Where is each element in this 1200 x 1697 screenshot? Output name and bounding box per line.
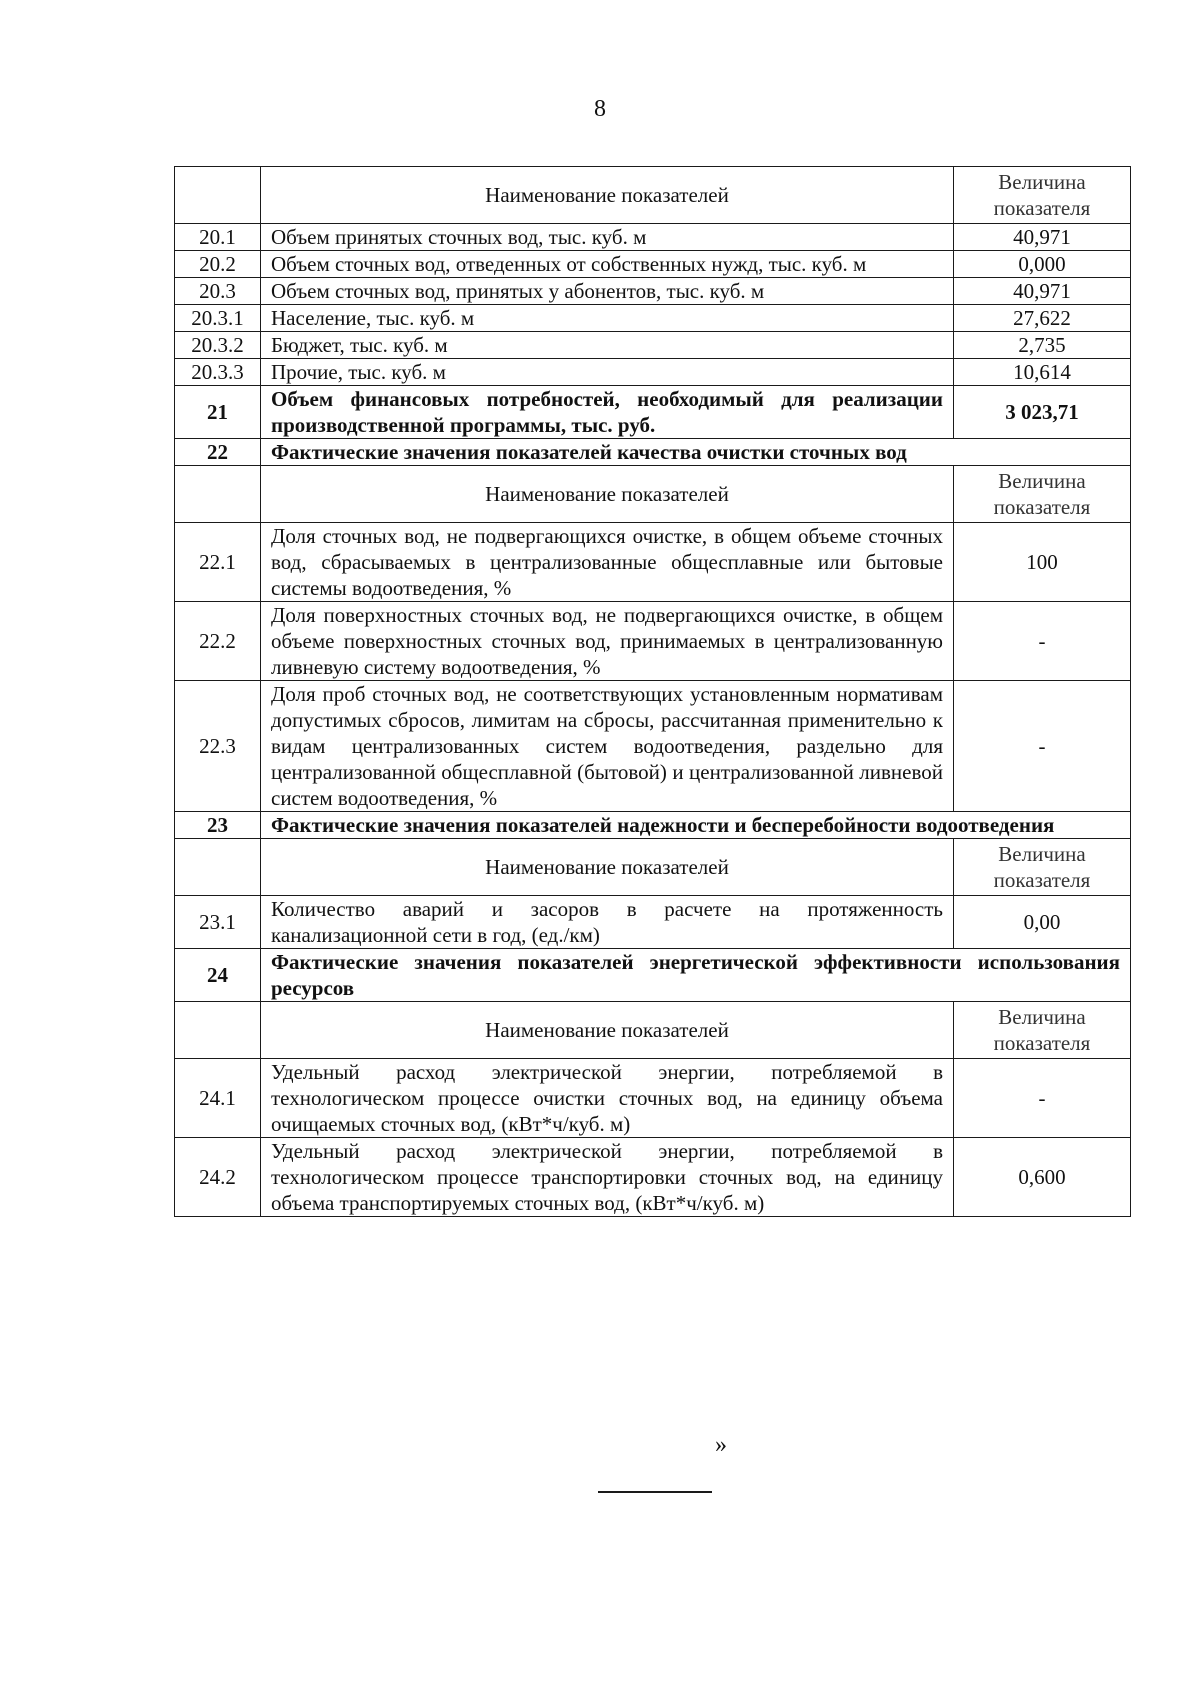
- table-row: [175, 896, 1131, 949]
- section-number: 23: [175, 812, 261, 839]
- header-value-cell: Величина показателя: [954, 167, 1131, 224]
- row-value: 100: [954, 523, 1131, 602]
- section-number: 22: [175, 439, 261, 466]
- header-num-cell: [175, 167, 261, 224]
- row-value: 40,971: [954, 224, 1131, 251]
- row-value: 0,600: [954, 1138, 1131, 1217]
- row-value: 0,000: [954, 251, 1131, 278]
- section-23-row: [175, 812, 1131, 839]
- table-row: [175, 332, 1131, 359]
- row-number: 20.3.1: [175, 305, 261, 332]
- row-value: 27,622: [954, 305, 1131, 332]
- header-name-cell: Наименование показателей: [261, 839, 954, 896]
- section-title: Объем финансовых потребностей, необходимый для реализации производственной программы, тыс. руб.: [261, 386, 954, 439]
- row-name: Доля поверхностных сточных вод, не подвергающихся очистке, в общем объеме поверхностных сточных вод, принимаемых в централизованную ливневую систему водоотведения, %: [261, 602, 954, 681]
- row-value: 2,735: [954, 332, 1131, 359]
- header-num-cell: [175, 839, 261, 896]
- row-name: Доля сточных вод, не подвергающихся очистке, в общем объеме сточных вод, сбрасываемых в централизованные общесплавные или бытовые системы водоотведения, %: [261, 523, 954, 602]
- row-value: 10,614: [954, 359, 1131, 386]
- table-header-row: [175, 466, 1131, 523]
- end-divider: [598, 1491, 712, 1493]
- row-name: Бюджет, тыс. куб. м: [261, 332, 954, 359]
- section-22-row: [175, 439, 1131, 466]
- row-name: Удельный расход электрической энергии, потребляемой в технологическом процессе очистки сточных вод, на единицу объема очищаемых сточных вод, (кВт*ч/куб. м): [261, 1059, 954, 1138]
- row-number: 23.1: [175, 896, 261, 949]
- table-header-row: [175, 1002, 1131, 1059]
- table-row: [175, 1138, 1131, 1217]
- row-number: 20.3.3: [175, 359, 261, 386]
- section-21-row: [175, 386, 1131, 439]
- header-name-cell: Наименование показателей: [261, 1002, 954, 1059]
- row-value: -: [954, 681, 1131, 812]
- section-number: 24: [175, 949, 261, 1002]
- table-row: [175, 681, 1131, 812]
- table-row: [175, 523, 1131, 602]
- row-number: 22.1: [175, 523, 261, 602]
- section-title: Фактические значения показателей качества очистки сточных вод: [261, 439, 1131, 466]
- header-name-cell: Наименование показателей: [261, 466, 954, 523]
- row-number: 24.2: [175, 1138, 261, 1217]
- row-name: Объем сточных вод, отведенных от собственных нужд, тыс. куб. м: [261, 251, 954, 278]
- header-num-cell: [175, 1002, 261, 1059]
- row-name: Объем сточных вод, принятых у абонентов, тыс. куб. м: [261, 278, 954, 305]
- table-row: [175, 359, 1131, 386]
- row-value: -: [954, 1059, 1131, 1138]
- table-row: [175, 305, 1131, 332]
- header-value-cell: Величина показателя: [954, 839, 1131, 896]
- row-value: -: [954, 602, 1131, 681]
- table-row: [175, 602, 1131, 681]
- header-value-cell: Величина показателя: [954, 1002, 1131, 1059]
- row-number: 20.3: [175, 278, 261, 305]
- row-number: 22.2: [175, 602, 261, 681]
- header-value-cell: Величина показателя: [954, 466, 1131, 523]
- indicators-table: [174, 166, 1131, 1217]
- table-row: [175, 1059, 1131, 1138]
- header-num-cell: [175, 466, 261, 523]
- row-number: 20.1: [175, 224, 261, 251]
- table-row: [175, 278, 1131, 305]
- row-name: Удельный расход электрической энергии, потребляемой в технологическом процессе транспортировки сточных вод, на единицу объема транспортируемых сточных вод, (кВт*ч/куб. м): [261, 1138, 954, 1217]
- header-name-cell: Наименование показателей: [261, 167, 954, 224]
- section-24-row: [175, 949, 1131, 1002]
- table-row: [175, 224, 1131, 251]
- row-number: 20.2: [175, 251, 261, 278]
- row-name: Население, тыс. куб. м: [261, 305, 954, 332]
- table-row: [175, 251, 1131, 278]
- closing-quote-mark: »: [715, 1432, 727, 1458]
- row-name: Прочие, тыс. куб. м: [261, 359, 954, 386]
- row-value: 0,00: [954, 896, 1131, 949]
- row-name: Доля проб сточных вод, не соответствующих установленным нормативам допустимых сбросов, лимитам на сбросы, рассчитанная применительно к видам централизованных систем водоотведения, раздельно для централизованной общесплавной (бытовой) и централизованной ливневой систем водоотведения, %: [261, 681, 954, 812]
- table-header-row: [175, 839, 1131, 896]
- row-number: 20.3.2: [175, 332, 261, 359]
- section-number: 21: [175, 386, 261, 439]
- section-title: Фактические значения показателей надежности и бесперебойности водоотведения: [261, 812, 1131, 839]
- row-name: Объем принятых сточных вод, тыс. куб. м: [261, 224, 954, 251]
- row-value: 40,971: [954, 278, 1131, 305]
- row-number: 24.1: [175, 1059, 261, 1138]
- section-value: 3 023,71: [954, 386, 1131, 439]
- row-number: 22.3: [175, 681, 261, 812]
- section-title: Фактические значения показателей энергетической эффективности использования ресурсов: [261, 949, 1131, 1002]
- table-header-row: [175, 167, 1131, 224]
- row-name: Количество аварий и засоров в расчете на протяженность канализационной сети в год, (ед./км): [261, 896, 954, 949]
- page-number: 8: [594, 96, 606, 122]
